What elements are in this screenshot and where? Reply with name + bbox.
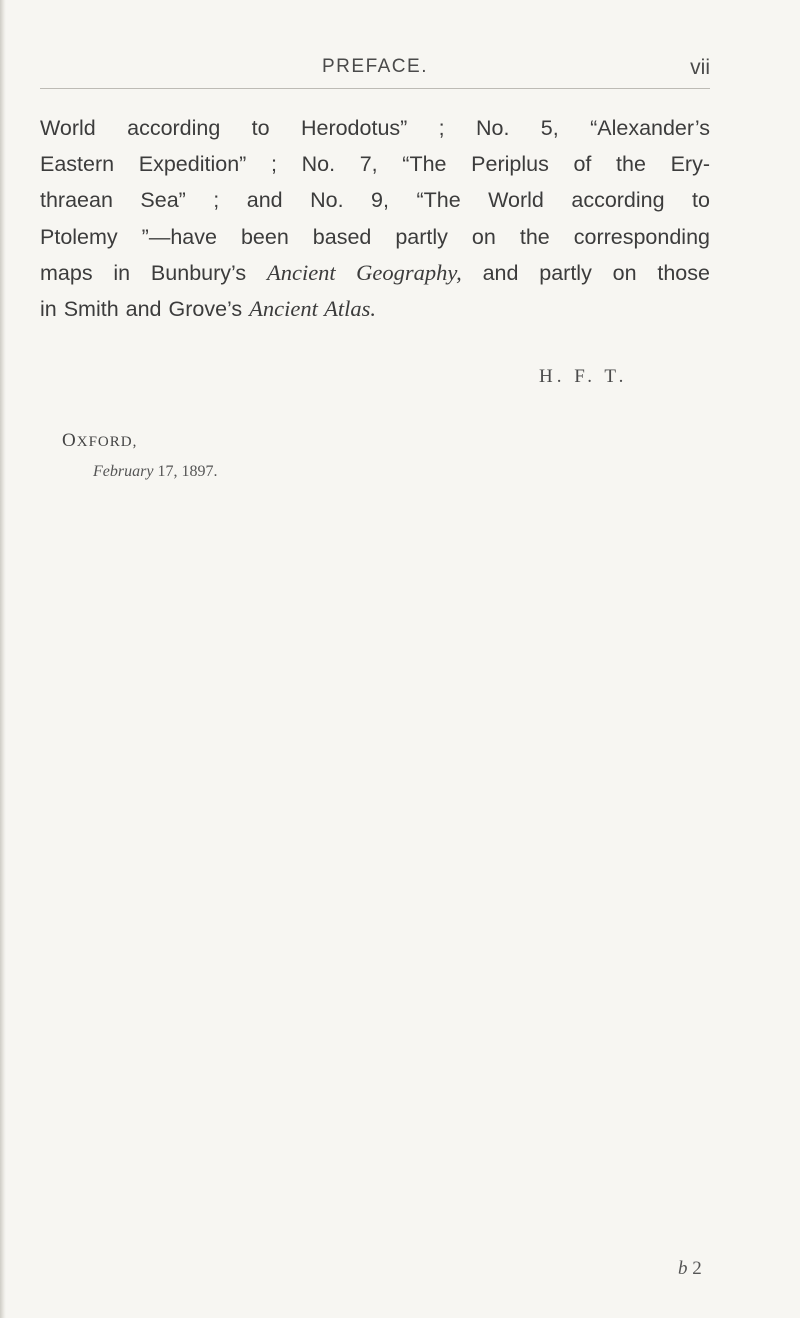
text-line xyxy=(40,255,710,291)
running-head xyxy=(40,56,710,86)
running-title: PREFACE. xyxy=(322,56,428,77)
place-initial: O xyxy=(62,430,77,451)
signature-letter: b xyxy=(678,1258,688,1279)
text-segment: in Smith and Grove’s xyxy=(40,297,250,322)
signature-number: 2 xyxy=(687,1258,702,1279)
page-number: vii xyxy=(690,56,710,79)
text-line: World according to Herodotus” ; No. 5, “Alexander’s xyxy=(40,116,710,140)
date-rest: 17, 1897. xyxy=(153,463,218,480)
text-segment: and partly on those xyxy=(461,260,710,285)
text-line xyxy=(40,291,710,327)
place-rest: XFORD, xyxy=(76,434,138,450)
date-month: February xyxy=(93,463,154,480)
text-line: Ptolemy ”—have been based partly on the corresponding xyxy=(40,224,710,249)
book-title: Ancient Geography, xyxy=(266,259,462,285)
page xyxy=(40,0,740,1318)
date-line xyxy=(93,463,217,481)
book-title: Ancient Atlas. xyxy=(249,296,376,322)
place-line xyxy=(62,430,137,452)
text-line: Eastern Expedition” ; No. 7, “The Periplus of the Ery- xyxy=(40,152,710,177)
text-segment: maps in Bunbury’s xyxy=(40,260,267,285)
author-initials: H. F. T. xyxy=(539,366,628,387)
binding-edge xyxy=(0,0,6,1318)
printer-signature-mark xyxy=(678,1258,702,1280)
preface-paragraph xyxy=(40,110,710,327)
text-line: thraean Sea” ; and No. 9, “The World according to xyxy=(40,188,710,213)
head-rule xyxy=(40,88,710,89)
